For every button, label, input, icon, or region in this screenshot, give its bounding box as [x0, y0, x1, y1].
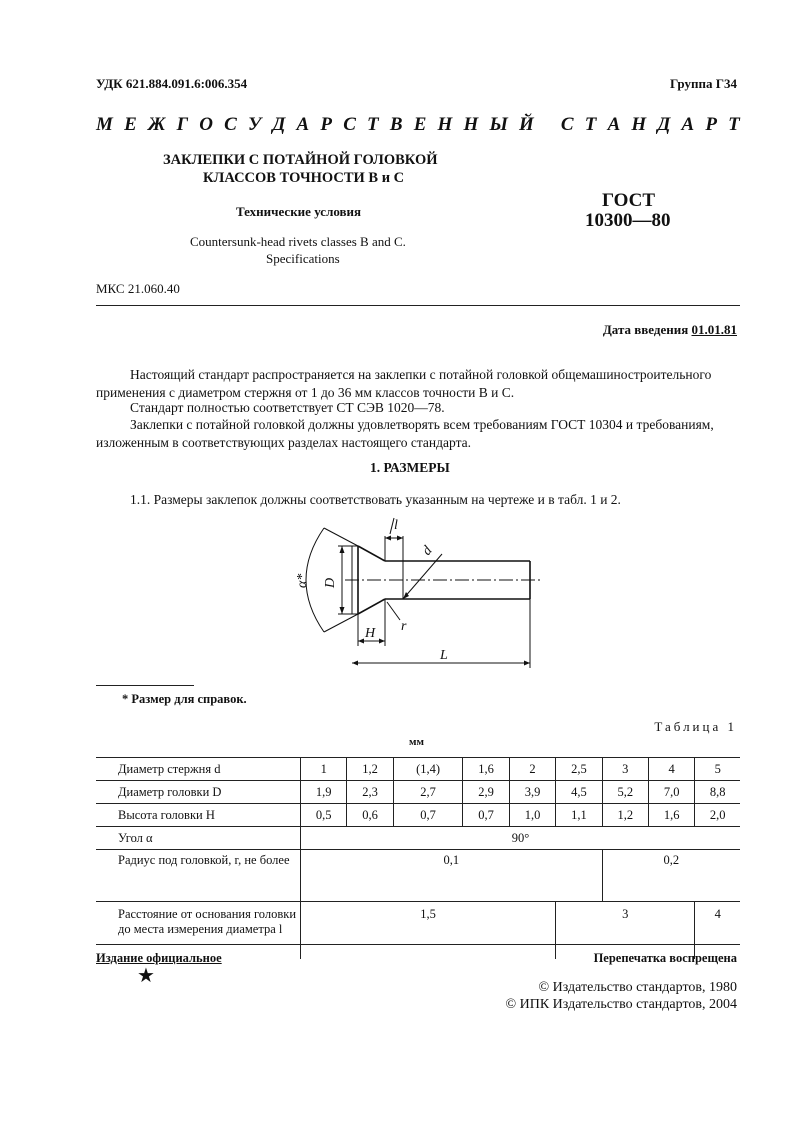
- table-cell: 3: [602, 758, 648, 781]
- paragraph-dimensions: 1.1. Размеры заклепок должны соответствовать указанным на чертеже и в табл. 1 и 2.: [130, 492, 621, 507]
- table-cell: 0,5: [301, 804, 347, 827]
- banner-letter: Ж: [147, 114, 166, 135]
- table-cell: 1,5: [301, 902, 556, 960]
- gost-number: 10300—80: [585, 210, 671, 231]
- table-cell: 1,6: [463, 758, 509, 781]
- table-caption: Таблица 1: [654, 719, 737, 734]
- dimension-lines: [306, 518, 540, 668]
- table-cell: 0,7: [393, 804, 463, 827]
- table-row: [96, 781, 740, 804]
- english-title-line-2: Specifications: [266, 251, 340, 266]
- label-alpha: α*: [295, 573, 310, 588]
- table-cell: 8,8: [695, 781, 740, 804]
- table-cell: 5,2: [602, 781, 648, 804]
- banner-letter: Й: [519, 114, 534, 135]
- copyright-2004: © ИПК Издательство стандартов, 2004: [505, 997, 737, 1012]
- label-D: D: [323, 577, 338, 588]
- section-heading: 1. РАЗМЕРЫ: [370, 460, 450, 475]
- banner-letter: Р: [320, 114, 333, 135]
- banner-letter: Г: [176, 114, 189, 135]
- table-cell: (1,4): [393, 758, 463, 781]
- footnote-divider: [96, 685, 194, 686]
- banner-letter: Н: [631, 114, 647, 135]
- banner-letter: Ы: [489, 114, 508, 135]
- row-label: Высота головки H: [96, 804, 301, 827]
- subtitle: Технические условия: [236, 204, 362, 219]
- banner-letter: С: [224, 114, 237, 135]
- table-row: [96, 758, 740, 781]
- effective-date-value: 01.01.81: [691, 322, 737, 337]
- banner-letter: В: [389, 114, 403, 135]
- table-cell: 5: [695, 758, 740, 781]
- table-cell: 7,0: [648, 781, 694, 804]
- english-title-line-1: Countersunk-head rivets classes B and C.: [190, 234, 406, 249]
- banner-letter: А: [296, 114, 310, 135]
- gost-label: ГОСТ: [602, 190, 656, 211]
- banner-letter: А: [607, 114, 621, 135]
- dimensions-table: [96, 757, 740, 959]
- banner-letter: С: [560, 114, 574, 135]
- banner-letter: Т: [367, 114, 379, 135]
- dimension-arrows: [340, 536, 531, 666]
- table-cell: 1,0: [509, 804, 555, 827]
- table-unit: мм: [409, 736, 424, 748]
- table-cell: 1: [301, 758, 347, 781]
- table-cell: 2,9: [463, 781, 509, 804]
- table-cell: 0,7: [463, 804, 509, 827]
- banner-letter: Д: [657, 114, 671, 135]
- banner-letter: Д: [272, 114, 286, 135]
- row-label: Диаметр стержня d: [96, 758, 301, 781]
- title-line-1: ЗАКЛЕПКИ С ПОТАЙНОЙ ГОЛОВКОЙ: [163, 152, 438, 168]
- paragraph-requirements: Заклепки с потайной головкой должны удовлетворять всем требованиям ГОСТ 10304 и требованиям, изложенным в соответствующих разделах настоящего стандарта.: [96, 417, 714, 450]
- row-label: Расстояние от основания головки до места измерения диаметра l: [118, 907, 297, 936]
- udk-code: УДК 621.884.091.6:006.354: [96, 76, 248, 91]
- label-H: H: [365, 626, 376, 641]
- row-label: Радиус под головкой, r, не более: [96, 850, 301, 902]
- table-row: [96, 850, 740, 902]
- edition-label: Издание официальное: [96, 951, 222, 965]
- banner-letter: С: [343, 114, 356, 135]
- header-divider: [96, 305, 740, 306]
- table-cell: 1,1: [556, 804, 602, 827]
- table-cell: 0,2: [602, 850, 740, 902]
- group-code: Группа Г34: [669, 76, 737, 91]
- star-icon: ★: [137, 965, 155, 987]
- banner-letter: Н: [437, 114, 453, 135]
- label-r: r: [401, 619, 407, 634]
- table-cell: 2,0: [695, 804, 740, 827]
- table-cell: 2,3: [347, 781, 393, 804]
- table-cell: 1,2: [602, 804, 648, 827]
- label-l: l: [394, 518, 398, 533]
- table-cell: 2,7: [393, 781, 463, 804]
- banner-letter: Е: [413, 114, 427, 135]
- row-label: Диаметр головки D: [96, 781, 301, 804]
- table-cell: 3: [556, 902, 695, 960]
- footer-divider: [96, 944, 740, 945]
- reprint-notice: Перепечатка воспрещена: [593, 951, 737, 965]
- banner-letter: Т: [728, 114, 740, 135]
- banner-letter: Р: [705, 114, 717, 135]
- copyright-1980: © Издательство стандартов, 1980: [538, 980, 737, 995]
- table-cell: 4: [695, 902, 740, 960]
- rivet-drawing: [290, 516, 550, 676]
- footnote: * Размер для справок.: [122, 692, 247, 706]
- title-line-2: КЛАССОВ ТОЧНОСТИ В и С: [203, 170, 405, 186]
- banner-letter: Н: [463, 114, 479, 135]
- row-label: Угол α: [96, 827, 301, 850]
- table-cell: 1,2: [347, 758, 393, 781]
- banner-letter: Т: [584, 114, 597, 135]
- label-L: L: [440, 648, 448, 663]
- banner-letter: Е: [124, 114, 137, 135]
- mks-code: МКС 21.060.40: [96, 281, 180, 296]
- table-cell: 0,6: [347, 804, 393, 827]
- table-cell: 1,6: [648, 804, 694, 827]
- table-cell: 4,5: [556, 781, 602, 804]
- table-row: [96, 827, 740, 850]
- paragraph-compliance: Стандарт полностью соответствует СТ СЭВ 1020—78.: [130, 400, 445, 415]
- table-cell: 4: [648, 758, 694, 781]
- effective-date: [603, 322, 737, 338]
- table-cell: 2: [509, 758, 555, 781]
- table-cell: 2,5: [556, 758, 602, 781]
- table-cell: 0,1: [301, 850, 603, 902]
- banner-letter: М: [96, 114, 113, 135]
- standard-banner: [96, 114, 740, 136]
- table-cell: 3,9: [509, 781, 555, 804]
- table-cell: 90°: [301, 827, 741, 850]
- effective-date-label: Дата введения: [602, 322, 689, 337]
- table-row: [96, 804, 740, 827]
- paragraph-scope: Настоящий стандарт распространяется на заклепки с потайной головкой общемашиностроительного применения с диаметром стержня от 1 до 36 мм классов точности В и С.: [96, 367, 712, 400]
- banner-letter: [545, 114, 550, 136]
- banner-letter: О: [199, 114, 213, 135]
- label-d: d: [419, 543, 436, 559]
- table-cell: 1,9: [301, 781, 347, 804]
- banner-letter: А: [681, 114, 695, 135]
- banner-letter: У: [247, 114, 262, 135]
